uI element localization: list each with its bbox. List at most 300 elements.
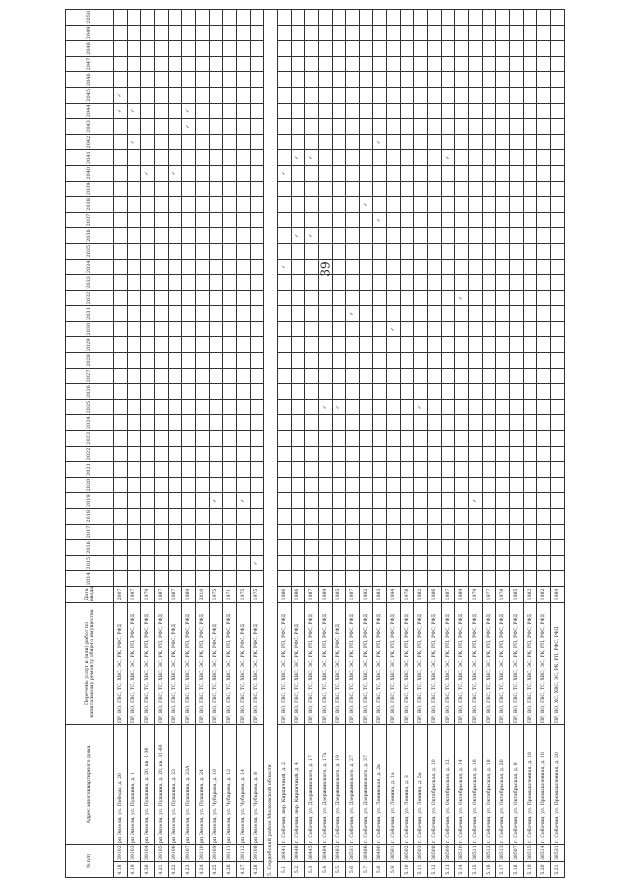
row-number: 5.21 — [551, 862, 565, 878]
row-number: 5.5 — [332, 862, 346, 878]
year-cell — [250, 41, 264, 57]
year-cell — [168, 431, 182, 447]
year-cell — [346, 228, 360, 244]
row-number: 5.8 — [373, 862, 387, 878]
year-cell — [387, 72, 401, 88]
year-cell — [482, 103, 496, 119]
year-cell — [373, 243, 387, 259]
year-cell — [141, 493, 155, 509]
house-id: 39104 — [141, 844, 155, 861]
year-cell — [291, 353, 305, 369]
year-cell — [305, 243, 319, 259]
year-cell — [332, 290, 346, 306]
year-cell — [318, 353, 332, 369]
year-cell — [236, 41, 250, 57]
year-cell — [441, 72, 455, 88]
table-row — [154, 10, 168, 878]
year-cell — [250, 243, 264, 259]
table-row — [469, 10, 483, 878]
year-cell — [510, 571, 524, 587]
row-address: г. Собачин, ул. Дзержинского, д. 37 — [359, 724, 373, 844]
header-year: 2041 — [66, 150, 114, 166]
year-cell — [332, 243, 346, 259]
year-cell — [346, 243, 360, 259]
year-cell — [537, 275, 551, 291]
year-cell — [551, 571, 565, 587]
year-cell — [168, 119, 182, 135]
year-cell — [359, 384, 373, 400]
year-cell — [291, 399, 305, 415]
year-cell — [496, 384, 510, 400]
year-cell — [236, 477, 250, 493]
year-cell — [223, 243, 237, 259]
year-cell — [482, 165, 496, 181]
year-cell — [387, 384, 401, 400]
year-cell — [510, 119, 524, 135]
year-cell — [223, 134, 237, 150]
year-cell — [305, 524, 319, 540]
year-cell — [195, 275, 209, 291]
row-address: рп Энзели, ул. Чубарова, д. 10 — [209, 724, 223, 844]
year-cell — [209, 228, 223, 244]
year-cell — [141, 119, 155, 135]
year-cell — [127, 477, 141, 493]
year-cell — [114, 524, 128, 540]
year-cell — [114, 259, 128, 275]
year-cell — [523, 306, 537, 322]
header-year: 2043 — [66, 119, 114, 135]
year-cell — [469, 119, 483, 135]
header-year: 2025 — [66, 399, 114, 415]
year-cell — [318, 337, 332, 353]
year-cell — [223, 415, 237, 431]
year-cell — [510, 415, 524, 431]
year-cell — [537, 197, 551, 213]
year-cell — [359, 477, 373, 493]
year-cell — [332, 228, 346, 244]
year-cell — [523, 165, 537, 181]
row-date: 1989 — [182, 586, 196, 602]
row-number: 5.20 — [537, 862, 551, 878]
year-cell — [114, 446, 128, 462]
year-cell — [332, 119, 346, 135]
year-cell — [305, 275, 319, 291]
year-cell — [441, 290, 455, 306]
row-number: 5.19 — [523, 862, 537, 878]
year-cell — [441, 134, 455, 150]
year-cell — [114, 509, 128, 525]
year-cell — [428, 72, 442, 88]
year-cell — [223, 290, 237, 306]
year-cell — [236, 150, 250, 166]
year-cell — [537, 134, 551, 150]
year-cell — [114, 25, 128, 41]
year-cell — [209, 540, 223, 556]
year-cell — [195, 524, 209, 540]
year-cell — [428, 571, 442, 587]
year-cell — [291, 477, 305, 493]
row-number: 5.18 — [510, 862, 524, 878]
table-row — [482, 10, 496, 878]
year-cell — [154, 243, 168, 259]
year-cell — [318, 384, 332, 400]
year-cell — [523, 353, 537, 369]
year-cell — [236, 306, 250, 322]
year-cell — [114, 368, 128, 384]
year-cell — [250, 431, 264, 447]
year-cell — [428, 431, 442, 447]
year-cell — [537, 399, 551, 415]
year-cell — [359, 368, 373, 384]
year-cell — [346, 415, 360, 431]
year-cell — [236, 540, 250, 556]
row-date: 1989 — [455, 586, 469, 602]
year-cell — [373, 493, 387, 509]
year-cell — [305, 41, 319, 57]
year-cell — [496, 431, 510, 447]
year-mark-cell: ✓ — [414, 399, 428, 415]
year-cell — [551, 243, 565, 259]
header-year: 2042 — [66, 134, 114, 150]
header-year: 2047 — [66, 56, 114, 72]
year-cell — [455, 306, 469, 322]
header-no: № п/п — [66, 844, 114, 877]
year-cell — [223, 384, 237, 400]
year-cell — [168, 56, 182, 72]
year-cell — [469, 290, 483, 306]
year-cell — [387, 134, 401, 150]
year-cell — [441, 306, 455, 322]
year-cell — [127, 41, 141, 57]
year-cell — [195, 165, 209, 181]
year-cell — [291, 540, 305, 556]
year-cell — [455, 540, 469, 556]
year-cell — [250, 462, 264, 478]
year-cell — [387, 212, 401, 228]
year-mark-cell: ✓ — [373, 134, 387, 150]
year-cell — [168, 384, 182, 400]
year-cell — [496, 509, 510, 525]
year-cell — [537, 306, 551, 322]
year-cell — [400, 228, 414, 244]
row-number: 5.16 — [482, 862, 496, 878]
year-cell — [537, 337, 551, 353]
year-cell — [305, 25, 319, 41]
year-mark-cell: ✓ — [291, 150, 305, 166]
year-cell — [291, 493, 305, 509]
year-cell — [414, 415, 428, 431]
year-cell — [551, 337, 565, 353]
year-cell — [114, 384, 128, 400]
year-cell — [551, 431, 565, 447]
year-cell — [154, 228, 168, 244]
year-cell — [455, 462, 469, 478]
year-cell — [428, 87, 442, 103]
year-cell — [182, 134, 196, 150]
house-id: 38513 — [496, 844, 510, 861]
year-cell — [496, 228, 510, 244]
row-works: ПР, ВО, ГВС, ТС, ХВС, ЭС, РК, РП, РФС, РФД — [523, 602, 537, 724]
year-cell — [154, 197, 168, 213]
year-cell — [455, 72, 469, 88]
year-cell — [154, 337, 168, 353]
year-cell — [455, 555, 469, 571]
year-cell — [441, 259, 455, 275]
year-cell — [236, 275, 250, 291]
row-date: 1982 — [414, 586, 428, 602]
year-cell — [441, 103, 455, 119]
year-cell — [400, 150, 414, 166]
year-cell — [168, 275, 182, 291]
year-cell — [496, 212, 510, 228]
year-cell — [318, 150, 332, 166]
year-cell — [236, 103, 250, 119]
year-cell — [305, 290, 319, 306]
year-cell — [236, 119, 250, 135]
year-cell — [223, 259, 237, 275]
year-cell — [305, 415, 319, 431]
year-cell — [455, 353, 469, 369]
year-cell — [182, 353, 196, 369]
year-cell — [154, 446, 168, 462]
year-cell — [373, 477, 387, 493]
year-cell — [428, 524, 442, 540]
year-cell — [551, 321, 565, 337]
row-number: 5.14 — [455, 862, 469, 878]
year-cell — [469, 25, 483, 41]
year-cell — [291, 10, 305, 26]
row-address: рп Энзели, ул. Чубарова, д. 8 — [250, 724, 264, 844]
year-cell — [496, 415, 510, 431]
year-cell — [523, 462, 537, 478]
year-cell — [332, 25, 346, 41]
year-cell — [510, 290, 524, 306]
year-cell — [154, 290, 168, 306]
house-id: 38511 — [469, 844, 483, 861]
year-cell — [523, 228, 537, 244]
year-cell — [414, 72, 428, 88]
year-cell — [469, 87, 483, 103]
year-cell — [387, 290, 401, 306]
header-year: 2045 — [66, 87, 114, 103]
year-cell — [346, 72, 360, 88]
year-cell — [523, 25, 537, 41]
year-cell — [387, 150, 401, 166]
year-cell — [305, 540, 319, 556]
year-cell — [305, 462, 319, 478]
row-number: 4.27 — [236, 862, 250, 878]
house-id: 38512 — [482, 844, 496, 861]
year-cell — [291, 87, 305, 103]
year-cell — [236, 243, 250, 259]
year-cell — [482, 337, 496, 353]
year-cell — [537, 25, 551, 41]
year-cell — [195, 212, 209, 228]
year-cell — [510, 321, 524, 337]
year-cell — [209, 25, 223, 41]
year-cell — [250, 446, 264, 462]
year-cell — [291, 181, 305, 197]
year-cell — [250, 87, 264, 103]
year-cell — [346, 134, 360, 150]
year-cell — [277, 103, 291, 119]
year-cell — [346, 321, 360, 337]
year-cell — [209, 415, 223, 431]
year-cell — [455, 509, 469, 525]
year-cell — [523, 103, 537, 119]
year-cell — [195, 181, 209, 197]
year-cell — [482, 56, 496, 72]
year-cell — [455, 150, 469, 166]
year-cell — [277, 290, 291, 306]
year-cell — [332, 150, 346, 166]
year-cell — [387, 493, 401, 509]
year-cell — [346, 41, 360, 57]
year-cell — [469, 197, 483, 213]
year-cell — [154, 56, 168, 72]
year-cell — [455, 25, 469, 41]
year-cell — [209, 275, 223, 291]
year-cell — [154, 306, 168, 322]
year-cell — [523, 41, 537, 57]
row-address: г. Собачин, ул. Дзержинского, д. 27 — [346, 724, 360, 844]
year-cell — [318, 165, 332, 181]
year-cell — [523, 368, 537, 384]
year-cell — [114, 243, 128, 259]
year-cell — [318, 181, 332, 197]
header-year: 2020 — [66, 477, 114, 493]
year-mark-cell: ✓ — [469, 493, 483, 509]
year-cell — [236, 446, 250, 462]
row-date: 1977 — [482, 586, 496, 602]
year-cell — [195, 72, 209, 88]
year-cell — [428, 197, 442, 213]
year-cell — [428, 477, 442, 493]
house-id: 38503 — [414, 844, 428, 861]
year-cell — [510, 462, 524, 478]
year-cell — [114, 415, 128, 431]
row-works: ПР, ВО, ГВС, ТС, ХВС, ЭС, РК, РФС, РФД — [291, 602, 305, 724]
year-cell — [318, 25, 332, 41]
year-cell — [154, 353, 168, 369]
year-cell — [277, 181, 291, 197]
year-cell — [537, 290, 551, 306]
house-id: 38531 — [346, 844, 360, 861]
year-cell — [195, 337, 209, 353]
year-cell — [182, 399, 196, 415]
house-id: 38514 — [537, 844, 551, 861]
year-cell — [537, 181, 551, 197]
year-cell — [346, 353, 360, 369]
row-number: 4.19 — [127, 862, 141, 878]
year-cell — [305, 212, 319, 228]
year-cell — [551, 462, 565, 478]
year-cell — [428, 228, 442, 244]
table-row — [428, 10, 442, 878]
year-cell — [250, 10, 264, 26]
year-cell — [277, 243, 291, 259]
year-cell — [114, 275, 128, 291]
year-cell — [551, 228, 565, 244]
year-cell — [441, 321, 455, 337]
year-cell — [346, 165, 360, 181]
year-cell — [291, 306, 305, 322]
year-cell — [127, 431, 141, 447]
year-cell — [236, 197, 250, 213]
year-cell — [195, 415, 209, 431]
house-id: 38501 — [387, 844, 401, 861]
year-cell — [127, 571, 141, 587]
year-cell — [114, 41, 128, 57]
year-cell — [359, 41, 373, 57]
year-cell — [114, 555, 128, 571]
year-cell — [455, 56, 469, 72]
row-address: рп Энзели, ул. Пушкина, д. 1 — [127, 724, 141, 844]
year-cell — [496, 243, 510, 259]
year-cell — [469, 150, 483, 166]
year-cell — [236, 212, 250, 228]
year-cell — [195, 321, 209, 337]
year-mark-cell: ✓ — [182, 103, 196, 119]
year-cell — [223, 197, 237, 213]
year-cell — [346, 509, 360, 525]
year-cell — [127, 87, 141, 103]
year-cell — [387, 306, 401, 322]
house-id: 38507 — [510, 844, 524, 861]
house-id: 39102 — [114, 844, 128, 861]
year-cell — [154, 165, 168, 181]
row-number: 5.13 — [441, 862, 455, 878]
year-cell — [332, 87, 346, 103]
year-cell — [373, 337, 387, 353]
row-date: 2007 — [114, 586, 128, 602]
year-cell — [469, 353, 483, 369]
row-date: 1971 — [223, 586, 237, 602]
year-cell — [250, 415, 264, 431]
year-cell — [209, 446, 223, 462]
year-cell — [414, 509, 428, 525]
year-cell — [523, 197, 537, 213]
year-cell — [114, 431, 128, 447]
row-address: г. Собачин, ул. Дзержинского, д. 19 — [332, 724, 346, 844]
year-cell — [373, 415, 387, 431]
year-cell — [469, 10, 483, 26]
year-cell — [455, 165, 469, 181]
year-cell — [400, 524, 414, 540]
house-id: 38502 — [400, 844, 414, 861]
year-cell — [346, 368, 360, 384]
year-cell — [209, 524, 223, 540]
year-cell — [428, 165, 442, 181]
year-cell — [141, 524, 155, 540]
year-cell — [387, 275, 401, 291]
year-cell — [387, 555, 401, 571]
year-cell — [523, 150, 537, 166]
year-cell — [346, 197, 360, 213]
year-cell — [114, 228, 128, 244]
house-id: 38490 — [373, 844, 387, 861]
year-cell — [250, 25, 264, 41]
row-number: 5.2 — [291, 862, 305, 878]
year-cell — [428, 103, 442, 119]
year-cell — [414, 119, 428, 135]
year-cell — [387, 524, 401, 540]
year-cell — [209, 259, 223, 275]
year-cell — [209, 134, 223, 150]
year-cell — [127, 212, 141, 228]
year-cell — [277, 25, 291, 41]
year-cell — [510, 72, 524, 88]
